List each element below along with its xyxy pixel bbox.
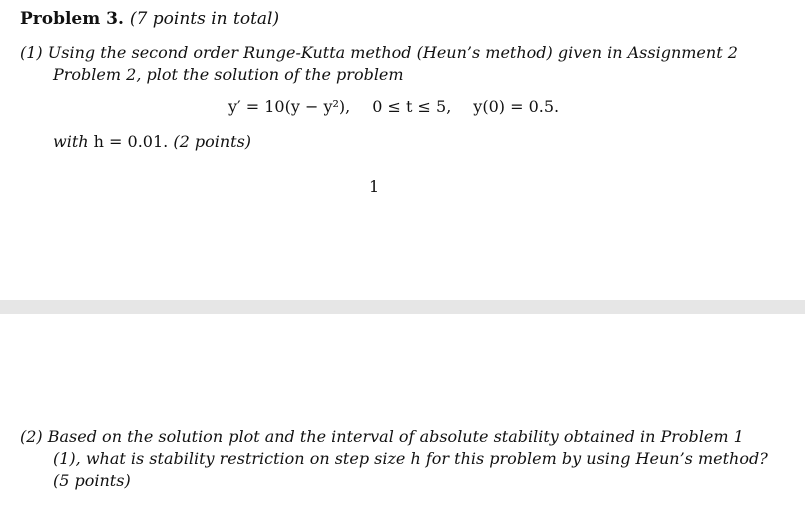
part2-line2: (1), what is stability restriction on step size h for this problem by using Heun’s method? bbox=[53, 449, 768, 468]
ode-expression: y′ = 10(y − y²), bbox=[228, 97, 351, 116]
part1-line1: (1) Using the second order Runge-Kutta method (Heun’s method) given in Assignment 2 bbox=[20, 43, 738, 62]
problem-heading bbox=[20, 9, 279, 29]
part1-step-line bbox=[53, 132, 251, 151]
part1-line2: Problem 2, plot the solution of the problem bbox=[53, 65, 404, 84]
ode-equation bbox=[228, 97, 559, 116]
step-size-value: h = 0.01. bbox=[93, 132, 169, 151]
part2-line3: (5 points) bbox=[53, 471, 131, 490]
ode-initial-condition: y(0) = 0.5. bbox=[473, 97, 560, 116]
part2-line1: (2) Based on the solution plot and the interval of absolute stability obtained in Problem 1 bbox=[20, 427, 744, 446]
with-h-prefix: with bbox=[53, 132, 89, 151]
problem-label: Problem 3. bbox=[20, 9, 124, 29]
problem-points-total: (7 points in total) bbox=[129, 9, 280, 29]
page-bottom bbox=[0, 314, 805, 506]
page-separator bbox=[0, 300, 805, 314]
ode-interval: 0 ≤ t ≤ 5, bbox=[372, 97, 452, 116]
part1-points: (2 points) bbox=[173, 132, 252, 151]
page-number: 1 bbox=[369, 177, 380, 196]
